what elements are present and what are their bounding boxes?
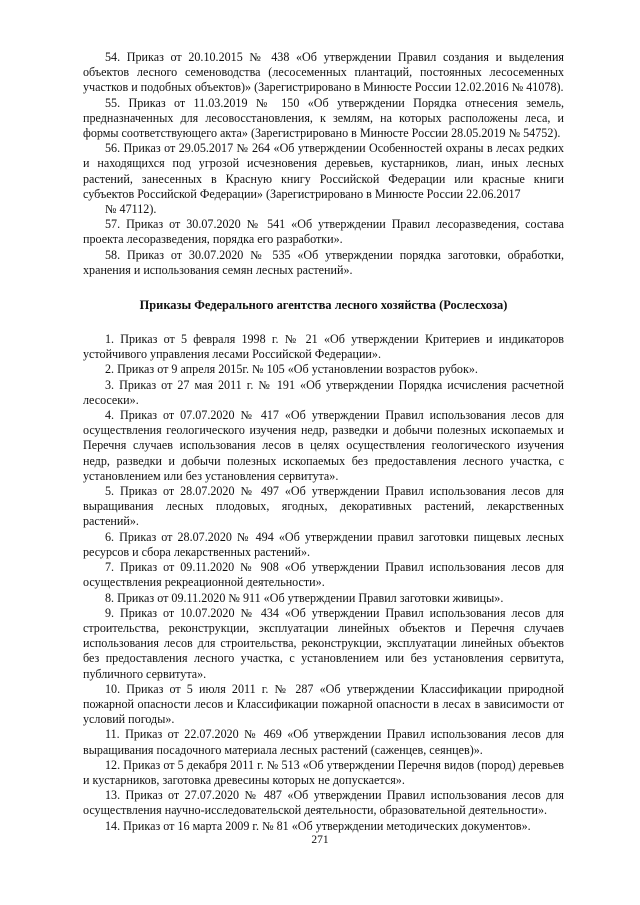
list-item: 5. Приказ от 28.07.2020 № 497 «Об утверждении Правил использования лесов для выращивания лесных плодовых, ягодных, декоративных растений, лекарственных растений».: [83, 484, 564, 529]
list-item: 56. Приказ от 29.05.2017 № 264 «Об утверждении Особенностей охраны в лесах редких и находящихся под угрозой исчезновения деревьев, кустарников, лиан, иных лесных растений, занесенных в Красную книгу Российской Федерации или красные книги субъектов Российской Федерации» (Зарегистрировано в Минюсте России 22.06.2017: [83, 141, 564, 201]
list-item: 4. Приказ от 07.07.2020 № 417 «Об утверждении Правил использования лесов для осуществления геологического изучения недр, разведки и добычи полезных ископаемых и Перечня случаев использования лесов в целях осуществления геологического изучения недр, разведки и добычи полезных ископаемых без предоставления лесного участка, с установлением или без установления сервитута».: [83, 408, 564, 483]
list-item: 58. Приказ от 30.07.2020 № 535 «Об утверждении порядка заготовки, обработки, хранения и использования семян лесных растений».: [83, 247, 564, 277]
list-item: 55. Приказ от 11.03.2019 № 150 «Об утверждении Порядка отнесения земель, предназначенных для лесовосстановления, к землям, на которых расположены леса, и формы соответствующего акта» (Зарегистрировано в Минюсте России 28.05.2019 № 54752).: [83, 95, 564, 141]
list-item: 57. Приказ от 30.07.2020 № 541 «Об утверждении Правил лесоразведения, состава проекта лесоразведения, порядка его разработки».: [83, 217, 564, 247]
list-item: 9. Приказ от 10.07.2020 № 434 «Об утверждении Правил использования лесов для строительства, реконструкции, эксплуатации линейных объектов и Перечня случаев использования лесов для строительства, реконструкции, эксплуатации линейных объектов без предоставления лесного участка, с установлением или без установления сервитута, публичного сервитута».: [83, 605, 564, 681]
list-item: 13. Приказ от 27.07.2020 № 487 «Об утверждении Правил использования лесов для осуществления научно-исследовательской деятельности, образовательной деятельности».: [83, 788, 564, 818]
list-item: 6. Приказ от 28.07.2020 № 494 «Об утверждении правил заготовки пищевых лесных ресурсов и сбора лекарственных растений».: [83, 529, 564, 559]
list-item: 12. Приказ от 5 декабря 2011 г. № 513 «Об утверждении Перечня видов (пород) деревьев и кустарников, заготовка древесины которых не допускается».: [83, 757, 564, 787]
list-item: 2. Приказ от 9 апреля 2015г. № 105 «Об установлении возрастов рубок».: [105, 362, 478, 377]
list-item: 10. Приказ от 5 июля 2011 г. № 287 «Об утверждении Классификации природной пожарной опасности лесов и Классификации пожарной опасности в лесах в зависимости от условий погоды».: [83, 681, 564, 727]
list-item: 1. Приказ от 5 февраля 1998 г. № 21 «Об утверждении Критериев и индикаторов устойчивого управления лесами Российской Федерации».: [83, 332, 564, 362]
list-item: 14. Приказ от 16 марта 2009 г. № 81 «Об утверждении методических документов».: [105, 818, 531, 833]
list-item: 7. Приказ от 09.11.2020 № 908 «Об утверждении Правил использования лесов для осуществления рекреационной деятельности».: [83, 560, 564, 590]
page-number: 271: [311, 834, 329, 846]
orders-list-rosleshoz: [83, 332, 564, 834]
orders-list-top: [83, 50, 564, 278]
document-page: [83, 50, 564, 834]
list-item-continuation: № 47112).: [105, 202, 157, 217]
list-item: 11. Приказ от 22.07.2020 № 469 «Об утверждении Правил использования лесов для выращивания посадочного материала лесных растений (саженцев, сеянцев)».: [83, 727, 564, 757]
section-heading: Приказы Федерального агентства лесного хозяйства (Рослесхоза): [139, 298, 508, 313]
list-item: 3. Приказ от 27 мая 2011 г. № 191 «Об утверждении Порядка исчисления расчетной лесосеки».: [83, 377, 564, 407]
list-item: 8. Приказ от 09.11.2020 № 911 «Об утверждении Правил заготовки живицы».: [105, 590, 504, 605]
list-item: 54. Приказ от 20.10.2015 № 438 «Об утверждении Правил создания и выделения объектов лесного семеноводства (лесосеменных плантаций, постоянных лесосеменных участков и подобных объектов)» (Зарегистрировано в Минюсте России 12.02.2016 № 41078).: [83, 50, 564, 95]
